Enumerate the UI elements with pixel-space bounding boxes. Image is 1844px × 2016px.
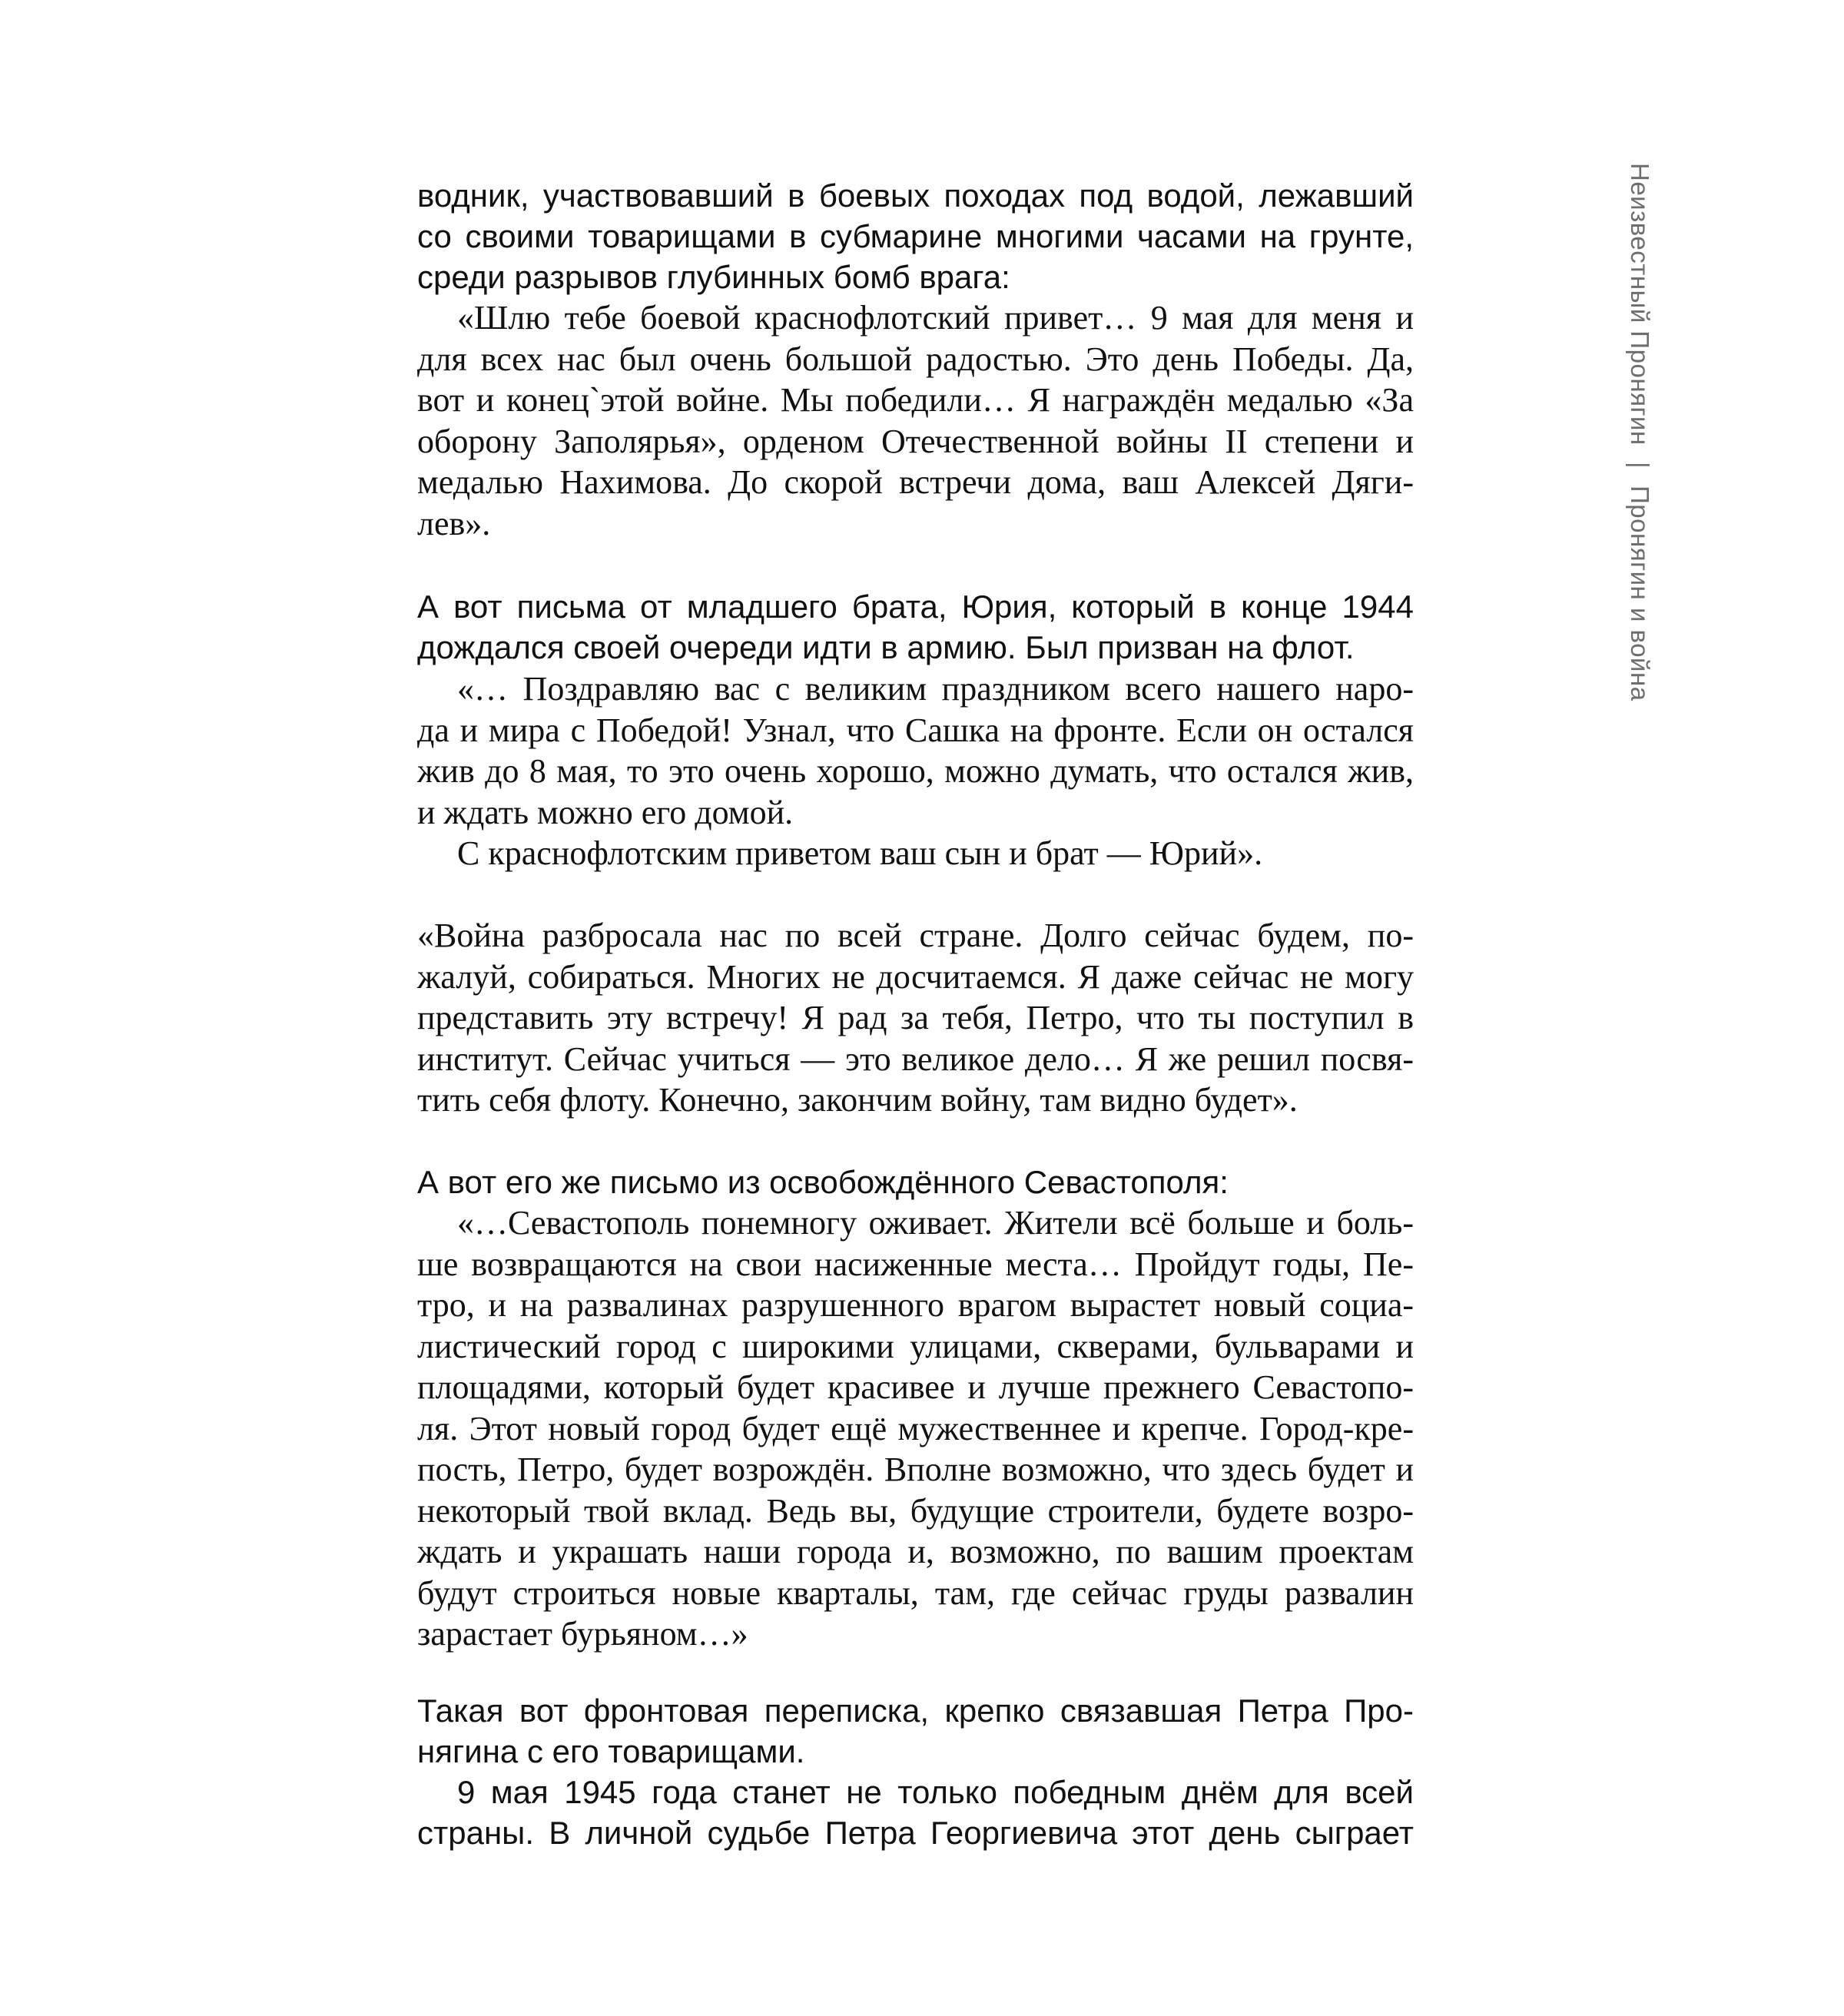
paragraph-conclusion <box>417 1690 1414 1853</box>
text-line: нягина с его товарищами. <box>417 1733 805 1769</box>
text-line: пость, Петро, будет возрождён. Вполне возможно, что здесь будет и <box>417 1451 1414 1488</box>
text-line: ждать и украшать наши города и, возможно, по вашим проектам <box>417 1533 1414 1570</box>
text-line: ля. Этот новый город будет ещё мужественнее и крепче. Город-кре- <box>417 1409 1414 1447</box>
text-line: тить себя флоту. Конечно, закончим войну, там видно будет». <box>417 1081 1298 1119</box>
text-line: жалуй, собираться. Многих не досчитаемся. Я даже сейчас не могу <box>417 957 1414 996</box>
header-separator: | <box>1626 462 1654 469</box>
text-line: оборону Заполярья», орденом Отечественной войны II степени и <box>417 422 1414 460</box>
book-title: Неизвестный Пронягин <box>1626 163 1654 446</box>
letter-yuri-sevastopol <box>417 1202 1414 1655</box>
text-line: дождался своей очереди идти в армию. Был призван на флот. <box>417 629 1355 665</box>
letter-yuri-victory <box>417 668 1414 874</box>
text-line: будут строиться новые кварталы, там, где сейчас груды развалин <box>417 1573 1414 1612</box>
text-line: «Шлю тебе боевой краснофлотский привет… 9 мая для меня и <box>457 299 1414 337</box>
text-line: со своими товарищами в субмарине многими часами на грунте, <box>417 218 1414 254</box>
text-line: Такая вот фронтовая переписка, крепко связавшая Петра Про- <box>417 1693 1414 1729</box>
text-line: лев». <box>417 504 491 542</box>
text-line: некоторый твой вклад. Ведь вы, будущие строители, будете возро- <box>417 1491 1414 1530</box>
text-line: страны. В личной судьбе Петра Георгиевича этот день сыграет <box>417 1815 1414 1851</box>
running-header <box>1625 163 1654 701</box>
text-line: зарастает бурьяном…» <box>417 1615 748 1653</box>
paragraph-intro-submariner <box>417 175 1414 297</box>
letter-yuri-war <box>417 915 1414 1121</box>
text-line: площадями, который будет красивее и лучше прежнего Севастопо- <box>417 1368 1414 1406</box>
paragraph-intro-sevastopol <box>417 1162 1414 1202</box>
text-line: и ждать можно его домой. <box>417 793 794 831</box>
paragraph-intro-yuri <box>417 586 1414 668</box>
text-line: «… Поздравляю вас с великим праздником всего нашего наро- <box>457 670 1414 708</box>
chapter-title: Пронягин и война <box>1626 486 1654 701</box>
text-line: водник, участвовавший в боевых походах под водой, лежавший <box>417 177 1414 214</box>
text-line: для всех нас был очень большой радостью. Это день Победы. Да, <box>417 340 1414 378</box>
text-line: представить эту встречу! Я рад за тебя, Петро, что ты поступил в <box>417 999 1414 1036</box>
text-line: ше возвращаются на свои насиженные места… Пройдут годы, Пе- <box>417 1245 1414 1283</box>
text-line: тро, и на развалинах разрушенного врагом вырастет новый социа- <box>417 1286 1414 1324</box>
text-line: 9 мая 1945 года станет не только победным днём для всей <box>457 1774 1414 1810</box>
text-line: А вот его же письмо из освобождённого Севастополя: <box>417 1164 1229 1200</box>
text-line: С краснофлотским приветом ваш сын и брат — Юрий». <box>457 834 1263 872</box>
text-line: А вот письма от младшего брата, Юрия, который в конце 1944 <box>417 589 1414 625</box>
text-line: институт. Сейчас учиться — это великое дело… Я же решил посвя- <box>417 1040 1414 1078</box>
text-line: «Война разбросала нас по всей стране. Долго сейчас будем, по- <box>417 917 1414 954</box>
text-line: вот и конец`этой войне. Мы победили… Я награждён медалью «За <box>417 381 1414 419</box>
text-line: среди разрывов глубинных бомб врага: <box>417 259 1010 295</box>
letter-alexey-dyagilev <box>417 297 1414 544</box>
text-line: «…Севастополь понемногу оживает. Жители всё больше и боль- <box>457 1204 1414 1242</box>
text-line: медалью Нахимова. До скорой встречи дома, ваш Алексей Дяги- <box>417 463 1414 501</box>
text-line: да и мира с Победой! Узнал, что Сашка на фронте. Если он остался <box>417 711 1414 749</box>
text-line: листический город с широкими улицами, скверами, бульварами и <box>417 1327 1414 1365</box>
text-line: жив до 8 мая, то это очень хорошо, можно думать, что остался жив, <box>417 752 1414 790</box>
